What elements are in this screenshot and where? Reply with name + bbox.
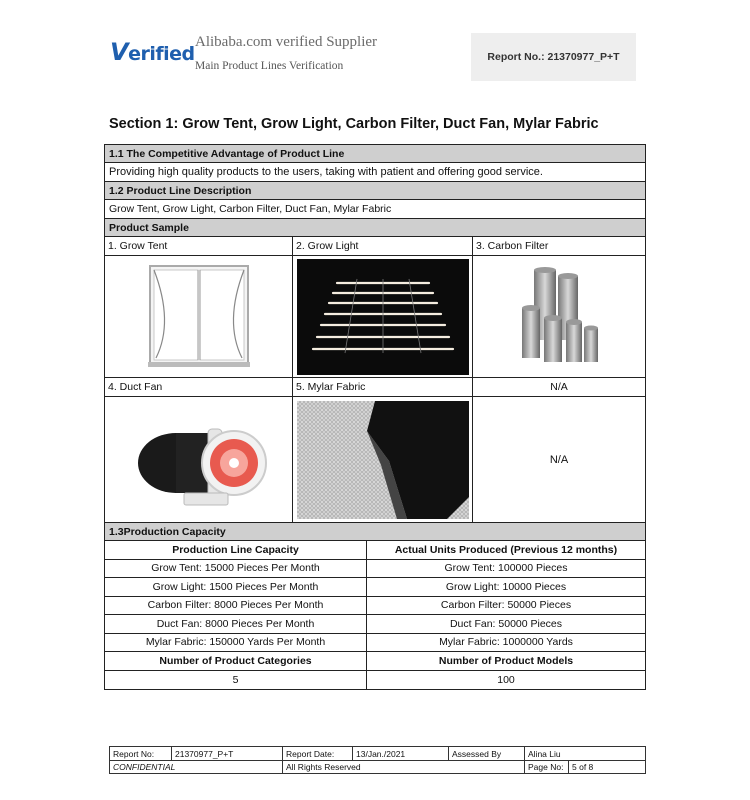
supplier-title: Alibaba.com verified Supplier xyxy=(195,34,378,50)
footer-confidential: CONFIDENTIAL xyxy=(110,761,283,773)
report-number: Report No.: 21370977_P+T xyxy=(487,51,620,63)
units-col-header: Actual Units Produced (Previous 12 months) xyxy=(367,541,645,560)
table-cell: Duct Fan: 8000 Pieces Per Month xyxy=(105,615,367,634)
page-footer xyxy=(109,746,646,774)
footer-assessed-by: Alina Liu xyxy=(528,748,561,759)
footer-report-date-label: Report Date: xyxy=(283,747,353,760)
table-cell: Grow Light: 1500 Pieces Per Month xyxy=(105,578,367,597)
categories-value: 5 xyxy=(105,671,367,690)
duct-fan-image xyxy=(105,397,292,522)
grow-light-image xyxy=(293,256,472,377)
table-cell: Grow Light: 10000 Pieces xyxy=(367,578,645,597)
table-cell: Mylar Fabric: 1000000 Yards xyxy=(367,634,645,653)
footer-report-no: 21370977_P+T xyxy=(172,747,283,760)
description-heading: 1.2 Product Line Description xyxy=(105,182,645,200)
verified-logo: Verified xyxy=(110,38,195,66)
na-placeholder: N/A xyxy=(549,453,569,466)
advantage-heading: 1.1 The Competitive Advantage of Product Line xyxy=(105,145,645,163)
sample-caption: 5. Mylar Fabric xyxy=(293,378,472,397)
section-title: Section 1: Grow Tent, Grow Light, Carbon Filter, Duct Fan, Mylar Fabric xyxy=(109,116,599,132)
table-cell: Grow Tent: 100000 Pieces xyxy=(367,560,645,579)
footer-rights: All Rights Reserved xyxy=(283,761,525,773)
sample-heading: Product Sample xyxy=(105,219,645,237)
sample-caption: 1. Grow Tent xyxy=(105,237,292,256)
sample-cell-na xyxy=(473,378,645,522)
advantage-text: Providing high quality products to the users, taking with patient and offering good service. xyxy=(105,163,645,182)
sample-row-1 xyxy=(105,237,645,378)
footer-report-date: 13/Jan./2021 xyxy=(353,747,449,760)
sample-cell-mylar-fabric xyxy=(293,378,473,522)
categories-label: Number of Product Categories xyxy=(105,652,367,671)
capacity-heading: 1.3Production Capacity xyxy=(105,523,645,541)
table-cell: Carbon Filter: 50000 Pieces xyxy=(367,597,645,616)
sample-cell-grow-light xyxy=(293,237,473,377)
sample-cell-grow-tent xyxy=(105,237,293,377)
table-cell: Mylar Fabric: 150000 Yards Per Month xyxy=(105,634,367,653)
sample-cell-carbon-filter xyxy=(473,237,645,377)
table-cell: Duct Fan: 50000 Pieces xyxy=(367,615,645,634)
sample-caption: 2. Grow Light xyxy=(293,237,472,256)
models-label: Number of Product Models xyxy=(367,652,645,671)
footer-assessed-label: Assessed By xyxy=(449,747,525,760)
description-text: Grow Tent, Grow Light, Carbon Filter, Duct Fan, Mylar Fabric xyxy=(105,200,645,219)
mylar-fabric-image xyxy=(293,397,472,522)
footer-report-no-label: Report No: xyxy=(110,747,172,760)
footer-page-label: Page No: xyxy=(525,761,569,773)
main-table xyxy=(104,144,646,690)
report-subtitle: Main Product Lines Verification xyxy=(195,60,344,72)
report-number-box xyxy=(471,33,636,81)
sample-cell-duct-fan xyxy=(105,378,293,522)
models-value: 100 xyxy=(497,673,515,686)
table-cell: Grow Tent: 15000 Pieces Per Month xyxy=(105,560,367,579)
footer-page-number: 5 of 8 xyxy=(572,762,594,772)
table-cell: Carbon Filter: 8000 Pieces Per Month xyxy=(105,597,367,616)
sample-caption: N/A xyxy=(473,378,645,397)
sample-row-2 xyxy=(105,378,645,523)
carbon-filter-image xyxy=(473,256,645,377)
grow-tent-image xyxy=(105,256,292,377)
sample-caption: 3. Carbon Filter xyxy=(473,237,645,256)
capacity-table xyxy=(105,541,645,689)
capacity-col-header: Production Line Capacity xyxy=(105,541,367,560)
sample-caption: 4. Duct Fan xyxy=(105,378,292,397)
